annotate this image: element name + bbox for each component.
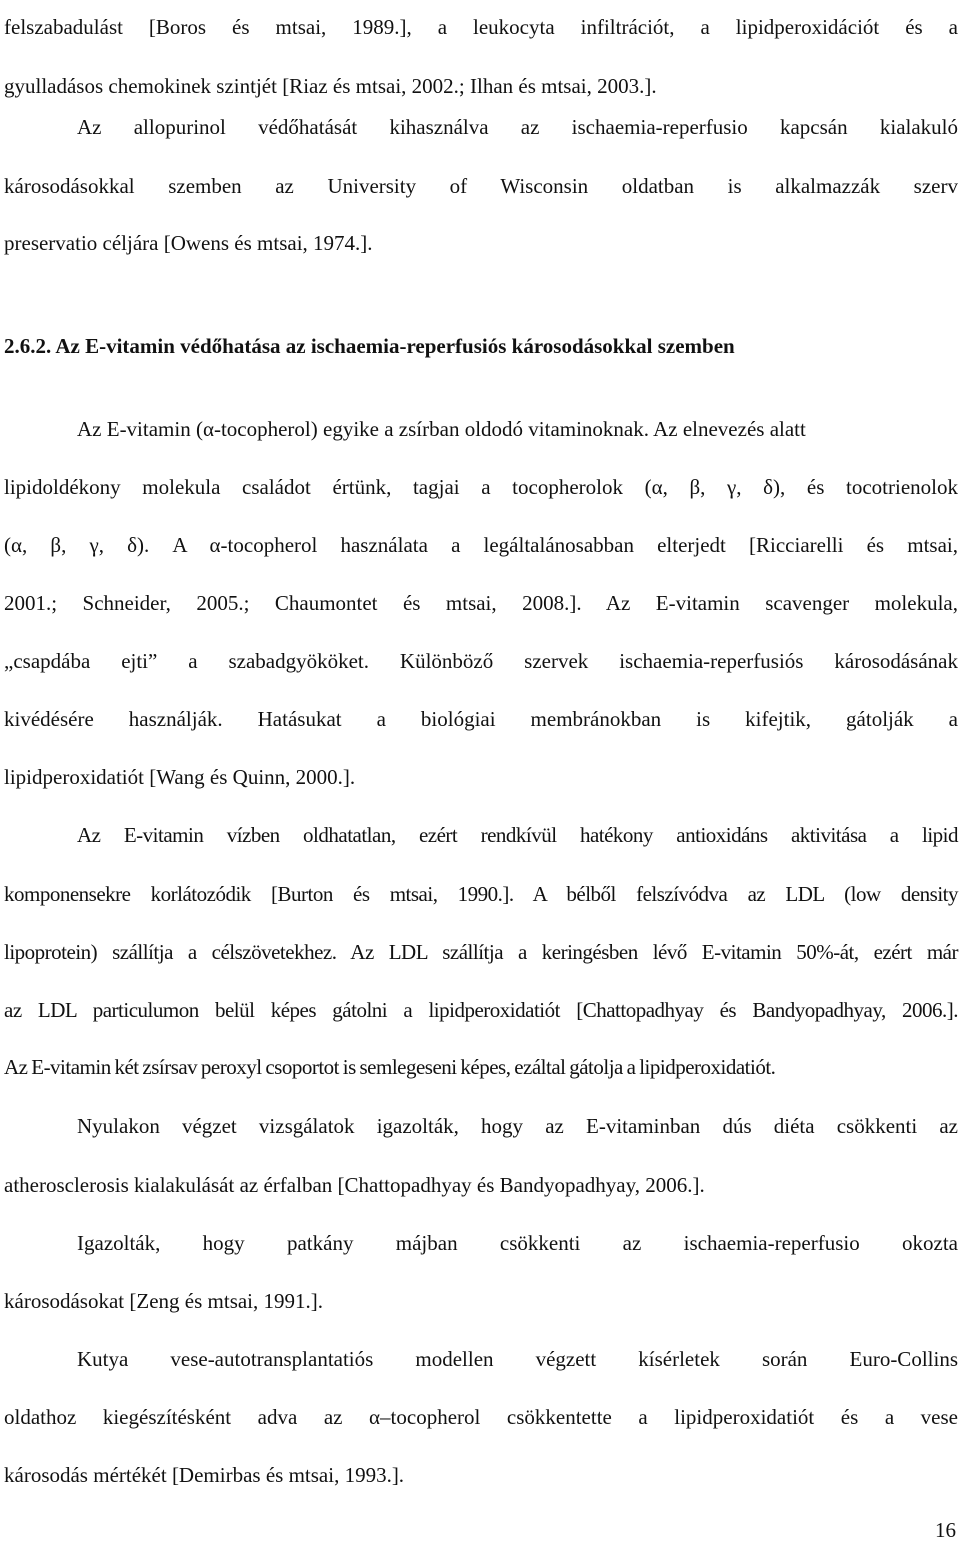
text-line: 2001.; Schneider, 2005.; Chaumontet és mtsai, 2008.]. Az E-vitamin scavenger molekula, [4, 591, 958, 615]
text-line: károsodásokat [Zeng és mtsai, 1991.]. [4, 1289, 324, 1313]
text-line: lipidoldékony molekula családot értünk, tagjai a tocopherolok (α, β, γ, δ), és tocotrienolok [4, 475, 958, 499]
text-line: Kutya vese-autotransplantatiós modellen végzett kísérletek során Euro-Collins [77, 1347, 958, 1371]
text-line: kivédésére használják. Hatásukat a biológiai membránokban is kifejtik, gátolják a [4, 707, 958, 731]
section-heading: 2.6.2. Az E-vitamin védőhatása az ischaemia-reperfusiós károsodásokkal szemben [4, 334, 735, 358]
text-line: az LDL particulumon belül képes gátolni a lipidperoxidatiót [Chattopadhyay és Bandyopadhyay, 2006.]. [4, 998, 958, 1022]
text-line: komponensekre korlátozódik [Burton és mtsai, 1990.]. A bélből felszívódva az LDL (low density [4, 882, 958, 906]
text-line: Az E-vitamin vízben oldhatatlan, ezért rendkívül hatékony antioxidáns aktivitása a lipid [77, 823, 958, 847]
text-line: „csapdába ejti” a szabadgyököket. Különböző szervek ischaemia-reperfusiós károsodásának [4, 649, 958, 673]
text-line: preservatio céljára [Owens és mtsai, 1974.]. [4, 231, 373, 255]
text-line: Az E-vitamin (α-tocopherol) egyike a zsírban oldodó vitaminoknak. Az elnevezés alatt [77, 417, 806, 441]
text-line: oldathoz kiegészítésként adva az α–tocopherol csökkentette a lipidperoxidatiót és a vese [4, 1405, 958, 1429]
text-line: Nyulakon végzet vizsgálatok igazolták, hogy az E-vitaminban dús diéta csökkenti az [77, 1114, 958, 1138]
text-line: lipoprotein) szállítja a célszövetekhez. Az LDL szállítja a keringésben lévő E-vitamin 50%-át, ezért már [4, 940, 958, 964]
text-line: Az E-vitamin két zsírsav peroxyl csoportot is semlegeseni képes, ezáltal gátolja a lipidperoxidatiót. [4, 1055, 776, 1079]
text-line: atherosclerosis kialakulását az érfalban [Chattopadhyay és Bandyopadhyay, 2006.]. [4, 1173, 705, 1197]
text-line: Igazolták, hogy patkány májban csökkenti az ischaemia-reperfusio okozta [77, 1231, 958, 1255]
text-line: Az allopurinol védőhatását kihasználva az ischaemia-reperfusio kapcsán kialakuló [77, 115, 958, 139]
text-line: károsodásokkal szemben az University of Wisconsin oldatban is alkalmazzák szerv [4, 174, 958, 198]
page-number: 16 [935, 1518, 956, 1542]
text-line: lipidperoxidatiót [Wang és Quinn, 2000.]. [4, 765, 356, 789]
text-line: felszabadulást [Boros és mtsai, 1989.], a leukocyta infiltrációt, a lipidperoxidációt és a [4, 15, 958, 39]
text-line: gyulladásos chemokinek szintjét [Riaz és mtsai, 2002.; Ilhan és mtsai, 2003.]. [4, 74, 657, 98]
text-line: (α, β, γ, δ). A α-tocopherol használata a legáltalánosabban elterjedt [Ricciarelli és mtsai, [4, 533, 958, 557]
text-line: károsodás mértékét [Demirbas és mtsai, 1993.]. [4, 1463, 405, 1487]
